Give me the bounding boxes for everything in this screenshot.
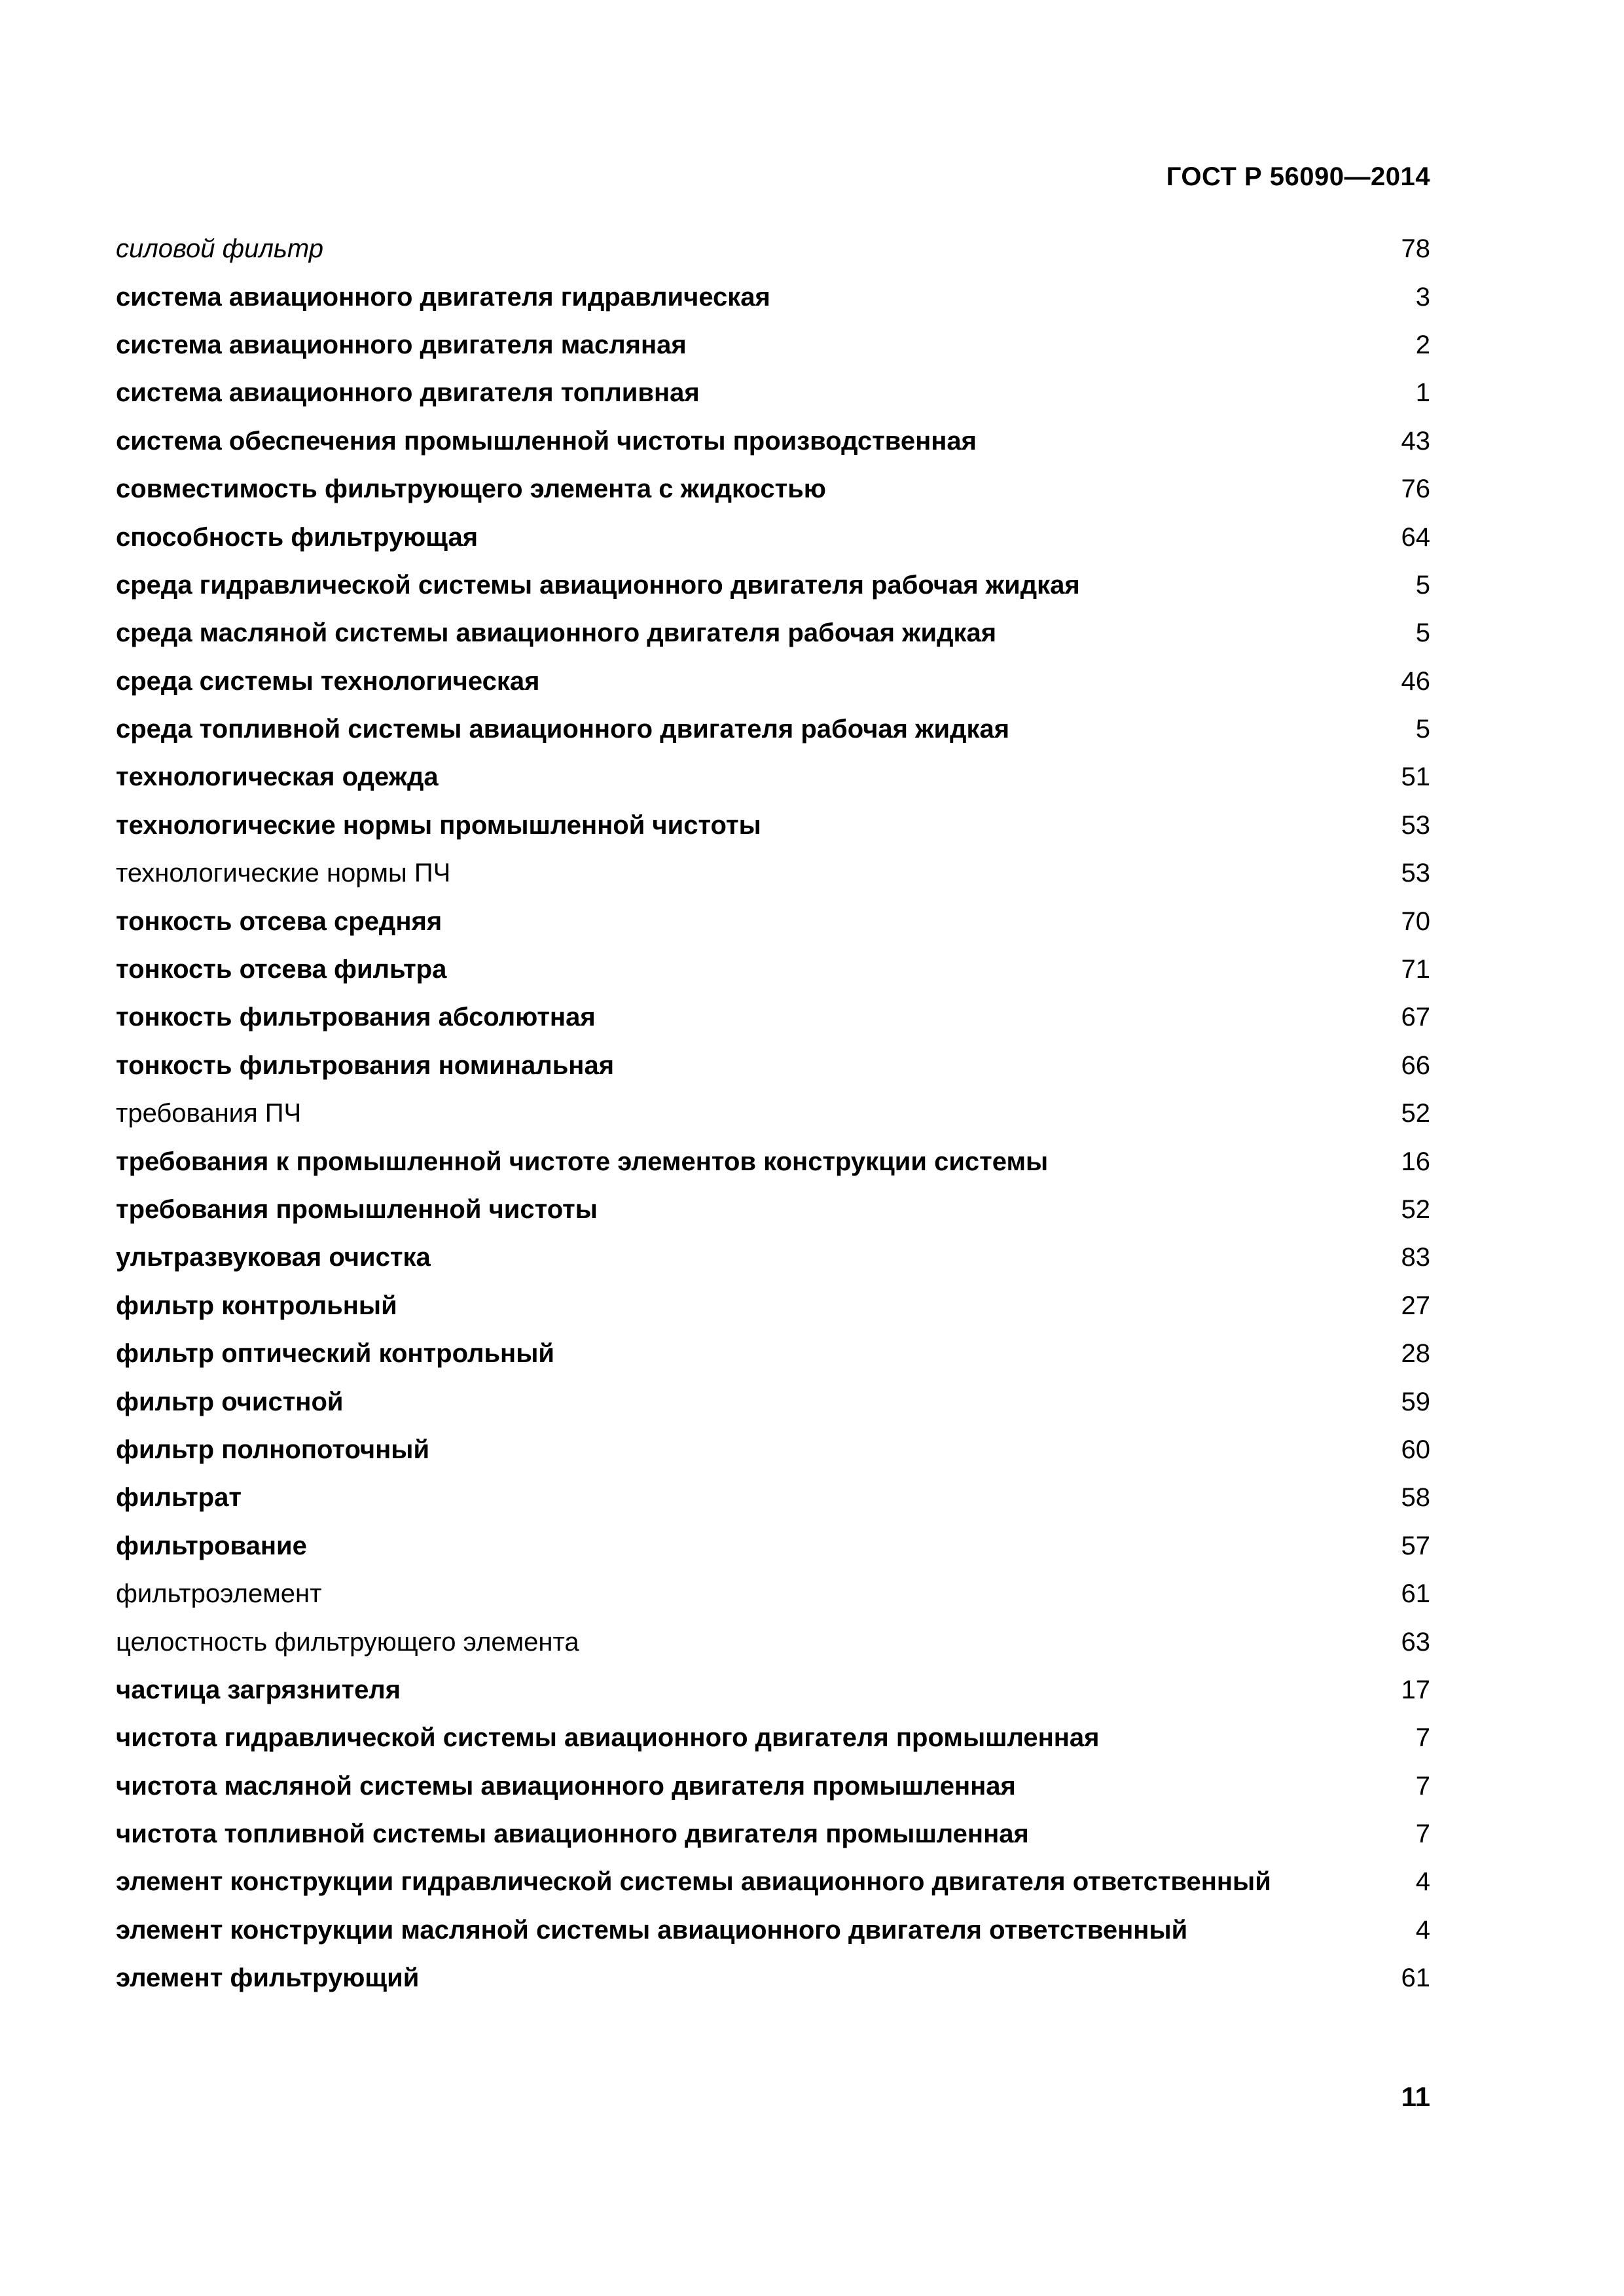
index-term-number: 59 <box>1401 1387 1430 1416</box>
index-entry <box>116 1522 1430 1570</box>
index-term: тонкость фильтрования абсолютная <box>116 1003 596 1032</box>
index-entry <box>116 946 1430 994</box>
index-term-number: 78 <box>1401 234 1430 264</box>
index-term-number: 7 <box>1415 1723 1430 1753</box>
index-entry <box>116 1330 1430 1378</box>
index-term-number: 5 <box>1415 570 1430 600</box>
index-entry <box>116 1138 1430 1185</box>
index-term: требования ПЧ <box>116 1099 302 1128</box>
index-term: система авиационного двигателя масляная <box>116 330 687 359</box>
index-term-number: 43 <box>1401 426 1430 456</box>
index-term: силовой фильтр <box>116 234 324 264</box>
index-term: среда системы технологическая <box>116 666 540 696</box>
index-term: фильтр очистной <box>116 1387 344 1416</box>
index-term: частица загрязнителя <box>116 1675 401 1704</box>
index-entries-list <box>116 225 1430 2002</box>
index-entry <box>116 706 1430 753</box>
index-term: элемент фильтрующий <box>116 1964 420 1993</box>
index-term-number: 1 <box>1415 378 1430 408</box>
index-entry <box>116 1186 1430 1234</box>
index-entry <box>116 1858 1430 1906</box>
index-term-number: 5 <box>1415 619 1430 648</box>
index-term-number: 67 <box>1401 1003 1430 1032</box>
index-term-number: 61 <box>1401 1579 1430 1609</box>
index-entry <box>116 850 1430 897</box>
index-term-number: 76 <box>1401 475 1430 504</box>
index-term: требования к промышленной чистоте элементов конструкции системы <box>116 1147 1049 1176</box>
index-entry <box>116 225 1430 273</box>
index-term-number: 7 <box>1415 1771 1430 1801</box>
index-entry <box>116 897 1430 945</box>
index-entry <box>116 418 1430 465</box>
index-entry <box>116 609 1430 657</box>
index-term-number: 60 <box>1401 1435 1430 1464</box>
index-term-number: 52 <box>1401 1195 1430 1224</box>
index-term: технологические нормы ПЧ <box>116 859 451 888</box>
index-term: целостность фильтрующего элемента <box>116 1627 579 1657</box>
index-term-number: 2 <box>1415 330 1430 359</box>
index-term: фильтр контрольный <box>116 1291 397 1320</box>
index-term-number: 7 <box>1415 1820 1430 1849</box>
index-term: тонкость фильтрования номинальная <box>116 1050 615 1080</box>
index-entry <box>116 1474 1430 1522</box>
index-term-number: 5 <box>1415 715 1430 744</box>
index-entry <box>116 994 1430 1041</box>
index-term: чистота масляной системы авиационного двигателя промышленная <box>116 1771 1016 1801</box>
document-header: ГОСТ Р 56090—2014 <box>1166 162 1430 191</box>
index-entry <box>116 321 1430 369</box>
index-term-number: 61 <box>1401 1964 1430 1993</box>
index-term-number: 53 <box>1401 810 1430 840</box>
index-entry <box>116 1090 1430 1138</box>
index-term-number: 57 <box>1401 1531 1430 1560</box>
index-term-number: 52 <box>1401 1099 1430 1128</box>
index-term: требования промышленной чистоты <box>116 1195 598 1224</box>
index-entry <box>116 1042 1430 1090</box>
index-term-number: 4 <box>1415 1915 1430 1945</box>
index-entry <box>116 1378 1430 1426</box>
index-entry <box>116 1426 1430 1474</box>
index-entry <box>116 753 1430 801</box>
index-entry <box>116 273 1430 321</box>
index-entry <box>116 465 1430 513</box>
index-term-number: 4 <box>1415 1867 1430 1897</box>
index-term: среда гидравлической системы авиационного двигателя рабочая жидкая <box>116 570 1080 600</box>
index-term: тонкость отсева фильтра <box>116 955 447 984</box>
index-entry <box>116 802 1430 850</box>
index-entry <box>116 1954 1430 2002</box>
index-term: способность фильтрующая <box>116 522 478 552</box>
index-term: технологические нормы промышленной чистоты <box>116 810 761 840</box>
index-term-number: 27 <box>1401 1291 1430 1320</box>
index-term-number: 53 <box>1401 859 1430 888</box>
index-term-number: 71 <box>1401 955 1430 984</box>
index-term: фильтр полнопоточный <box>116 1435 430 1464</box>
index-term: фильтрование <box>116 1531 307 1560</box>
index-term-number: 28 <box>1401 1339 1430 1369</box>
index-entry <box>116 513 1430 561</box>
index-term: технологическая одежда <box>116 762 439 792</box>
index-term: ультразвуковая очистка <box>116 1243 431 1272</box>
index-term: элемент конструкции гидравлической системы авиационного двигателя ответственный <box>116 1867 1271 1897</box>
index-term: фильтроэлемент <box>116 1579 322 1609</box>
index-term: фильтрат <box>116 1483 242 1513</box>
index-term: элемент конструкции масляной системы авиационного двигателя ответственный <box>116 1915 1188 1945</box>
index-term: совместимость фильтрующего элемента с жидкостью <box>116 475 826 504</box>
index-term-number: 46 <box>1401 666 1430 696</box>
index-term-number: 3 <box>1415 282 1430 312</box>
index-term-number: 16 <box>1401 1147 1430 1176</box>
index-term-number: 83 <box>1401 1243 1430 1272</box>
index-term: система авиационного двигателя топливная <box>116 378 700 408</box>
index-entry <box>116 1810 1430 1858</box>
index-term: среда топливной системы авиационного двигателя рабочая жидкая <box>116 715 1010 744</box>
index-term-number: 17 <box>1401 1675 1430 1704</box>
index-entry <box>116 1907 1430 1954</box>
index-entry <box>116 1666 1430 1714</box>
index-term-number: 58 <box>1401 1483 1430 1513</box>
index-term-number: 64 <box>1401 522 1430 552</box>
index-term: фильтр оптический контрольный <box>116 1339 554 1369</box>
index-entry <box>116 1714 1430 1762</box>
index-term: система авиационного двигателя гидравлическая <box>116 282 770 312</box>
index-entry <box>116 369 1430 417</box>
index-entry <box>116 1234 1430 1282</box>
index-term-number: 66 <box>1401 1050 1430 1080</box>
index-term: тонкость отсева средняя <box>116 906 442 936</box>
index-entry <box>116 1282 1430 1330</box>
index-term-number: 70 <box>1401 906 1430 936</box>
index-term: система обеспечения промышленной чистоты производственная <box>116 426 977 456</box>
index-entry <box>116 562 1430 609</box>
page-number: 11 <box>1401 2081 1430 2112</box>
index-entry <box>116 1763 1430 1810</box>
index-term: чистота гидравлической системы авиационного двигателя промышленная <box>116 1723 1100 1753</box>
index-term-number: 51 <box>1401 762 1430 792</box>
index-term: чистота топливной системы авиационного двигателя промышленная <box>116 1820 1029 1849</box>
index-term: среда масляной системы авиационного двигателя рабочая жидкая <box>116 619 997 648</box>
index-term-number: 63 <box>1401 1627 1430 1657</box>
index-entry <box>116 1570 1430 1618</box>
index-entry <box>116 1618 1430 1666</box>
index-entry <box>116 658 1430 706</box>
